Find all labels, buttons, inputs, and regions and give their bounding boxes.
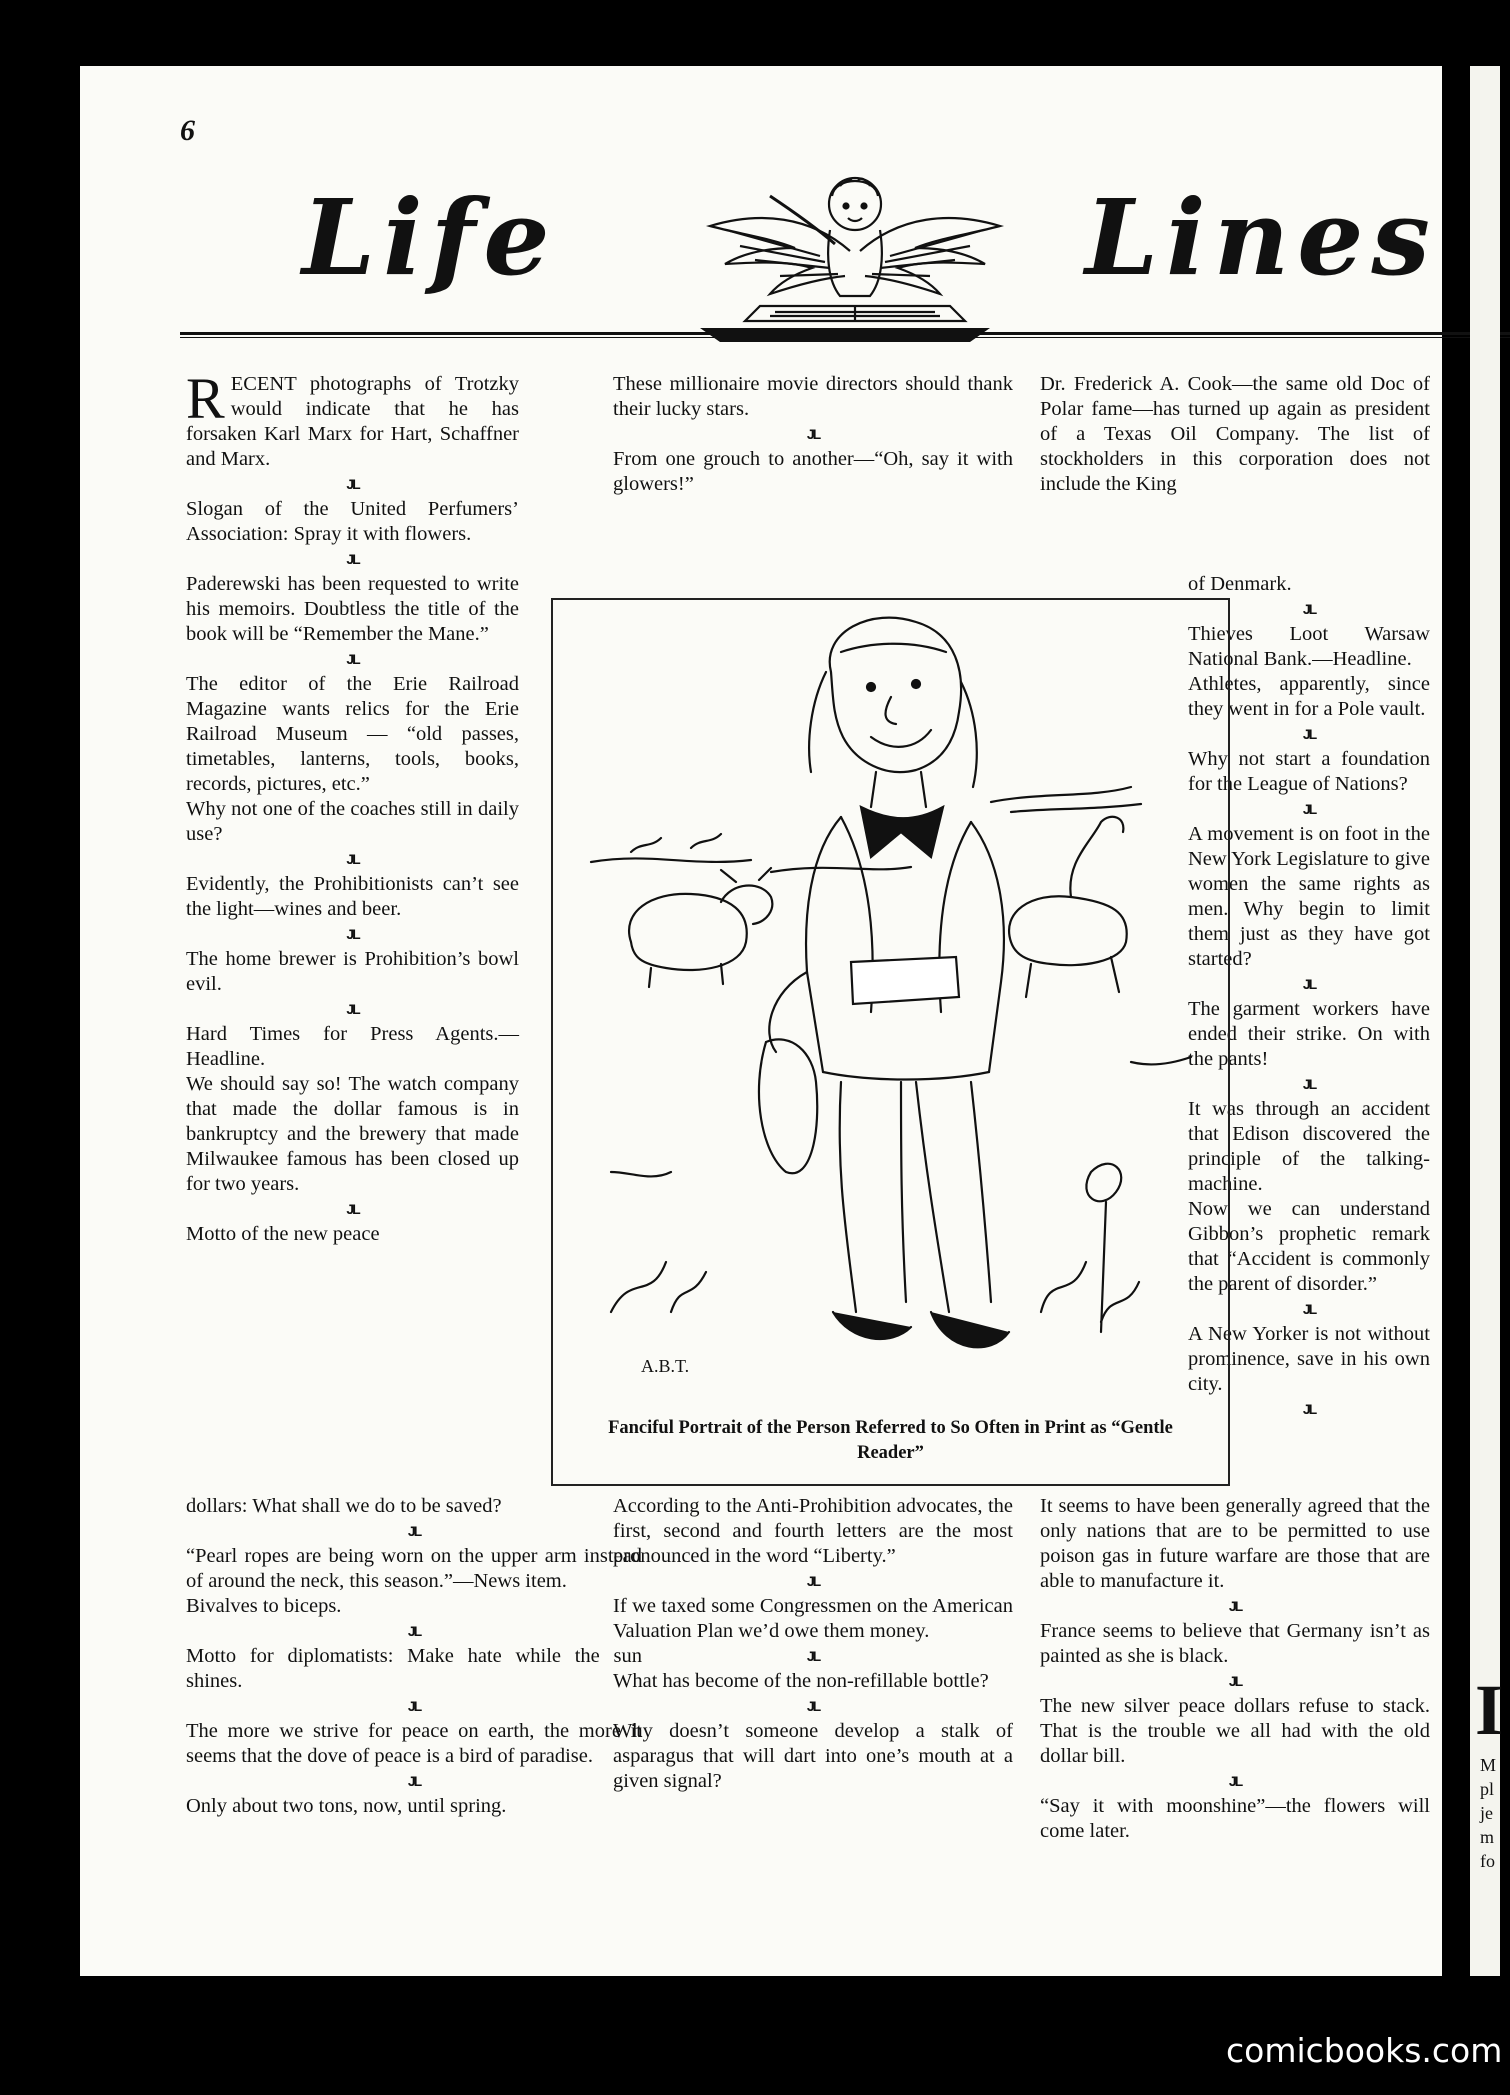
paragraph: Athletes, apparently, since they went in for a Pole vault. <box>1188 673 1430 720</box>
paragraph <box>186 366 519 472</box>
item-separator: JL <box>1302 1401 1316 1417</box>
paragraph: Motto for diplomatists: Make hate while the sun shines. <box>186 1645 642 1692</box>
paragraph: If we taxed some Congressmen on the American Valuation Plan we’d owe them money. <box>613 1595 1013 1642</box>
paragraph: These millionaire movie directors should thank their lucky stars. <box>613 373 1013 420</box>
adjacent-page-fragment: je <box>1480 1803 1493 1823</box>
paragraph: The garment workers have ended their strike. On with the pants! <box>1188 998 1430 1070</box>
adjacent-page-fragment: M <box>1480 1755 1497 1775</box>
paragraph: dollars: What shall we do to be saved? <box>186 1495 502 1517</box>
paragraph: What has become of the non-refillable bottle? <box>613 1670 989 1692</box>
item-separator: JL <box>1228 1598 1242 1614</box>
item-separator: JL <box>806 426 820 442</box>
paragraph: Only about two tons, now, until spring. <box>186 1795 507 1817</box>
artist-signature: A.B.T. <box>641 1356 690 1376</box>
paragraph: It was through an accident that Edison discovered the principle of the talking-machine. <box>1188 1098 1430 1195</box>
item-separator: JL <box>346 476 359 492</box>
paragraph: of Denmark. <box>1188 573 1292 595</box>
drop-cap: R <box>186 366 225 431</box>
column-3-top <box>1040 372 1430 497</box>
column-2-bottom <box>613 1494 1013 1794</box>
paragraph: We should say so! The watch company that made the dollar famous is in bankruptcy and the brewery that made Milwaukee famous has been closed up for two years. <box>186 1073 519 1195</box>
column-1-bottom <box>186 1494 642 1819</box>
paragraph: A movement is on foot in the New York Legislature to give women the same rights as men. Why begin to limit them just as they have got started? <box>1188 823 1430 970</box>
paragraph: Now we can understand Gibbon’s prophetic remark that “Accident is commonly the parent of disorder.” <box>1188 1198 1430 1295</box>
paragraph: It seems to have been generally agreed that the only nations that are to be permitted to use poison gas in future warfare are those that are able to manufacture it. <box>1040 1495 1430 1592</box>
magazine-page <box>80 66 1442 1976</box>
adjacent-page-fragment: pl <box>1480 1779 1495 1799</box>
item-separator: JL <box>1228 1773 1242 1789</box>
paragraph: The editor of the Erie Railroad Magazine wants relics for the Erie Railroad Museum — “old passes, timetables, lanterns, tools, books, records, pictures, etc.” <box>186 673 519 795</box>
paragraph: From one grouch to another—“Oh, say it with glowers!” <box>613 448 1013 495</box>
adjacent-page-fragment: fo <box>1480 1851 1495 1871</box>
paragraph: “Say it with moonshine”—the flowers will come later. <box>1040 1795 1430 1842</box>
paragraph: Slogan of the United Perfumers’ Association: Spray it with flowers. <box>186 498 519 545</box>
winged-cherub-emblem <box>700 156 1010 336</box>
paragraph: According to the Anti-Prohibition advocates, the first, second and fourth letters are the most pronounced in the word “Liberty.” <box>613 1495 1013 1567</box>
item-separator: JL <box>346 651 359 667</box>
item-separator: JL <box>407 1698 421 1714</box>
item-separator: JL <box>806 1648 820 1664</box>
paragraph: A New Yorker is not without prominence, save in his own city. <box>1188 1323 1430 1395</box>
item-separator: JL <box>1302 1301 1316 1317</box>
paragraph: The new silver peace dollars refuse to stack. That is the trouble we all had with the old dollar bill. <box>1040 1695 1430 1767</box>
item-separator: JL <box>346 1201 359 1217</box>
item-separator: JL <box>407 1623 421 1639</box>
paragraph: The home brewer is Prohibition’s bowl evil. <box>186 948 519 995</box>
paragraph: France seems to believe that Germany isn’t as painted as she is black. <box>1040 1620 1430 1667</box>
paragraph: Why not one of the coaches still in daily use? <box>186 798 519 845</box>
paragraph: Why not start a foundation for the League of Nations? <box>1188 748 1430 795</box>
paragraph-text: ECENT photographs of Trotzky would indicate that he has forsaken Karl Marx for Hart, Schaffner and Marx. <box>186 373 519 470</box>
column-1-top <box>186 366 519 1247</box>
item-separator: JL <box>346 851 359 867</box>
item-separator: JL <box>346 926 359 942</box>
item-separator: JL <box>1228 1673 1242 1689</box>
item-separator: JL <box>1302 976 1316 992</box>
header-rule <box>180 328 1510 342</box>
page-number: 6 <box>180 114 195 147</box>
adjacent-page-edge <box>1470 66 1504 1976</box>
item-separator: JL <box>346 551 359 567</box>
paragraph: Paderewski has been requested to write his memoirs. Doubtless the title of the book will be “Remember the Mane.” <box>186 573 519 645</box>
paragraph: Thieves Loot Warsaw National Bank.—Headline. <box>1188 623 1430 670</box>
source-watermark: comicbooks.com <box>1226 2031 1503 2070</box>
item-separator: JL <box>407 1773 421 1789</box>
item-separator: JL <box>1302 801 1316 817</box>
paragraph: Bivalves to biceps. <box>186 1595 342 1617</box>
illustration-box <box>551 598 1230 1486</box>
item-separator: JL <box>407 1523 421 1539</box>
item-separator: JL <box>806 1573 820 1589</box>
item-separator: JL <box>806 1698 820 1714</box>
title-life: Life <box>302 176 558 299</box>
column-3-bottom <box>1040 1494 1430 1844</box>
column-2-top <box>613 372 1013 497</box>
paragraph: “Pearl ropes are being worn on the upper arm instead of around the neck, this season.”—News item. <box>186 1545 642 1592</box>
illustration-caption: Fanciful Portrait of the Person Referred to So Often in Print as “Gentle Reader” <box>608 1418 1173 1463</box>
adjacent-page-initial: I <box>1475 1670 1504 1750</box>
paragraph: Hard Times for Press Agents.—Headline. <box>186 1023 519 1070</box>
item-separator: JL <box>346 1001 359 1017</box>
paragraph: The more we strive for peace on earth, the more it seems that the dove of peace is a bird of paradise. <box>186 1720 642 1767</box>
paragraph: Motto of the new peace <box>186 1223 380 1245</box>
adjacent-page-fragment: m <box>1480 1827 1495 1847</box>
paragraph: Evidently, the Prohibitionists can’t see the light—wines and beer. <box>186 873 519 920</box>
item-separator: JL <box>1302 601 1316 617</box>
item-separator: JL <box>1302 726 1316 742</box>
item-separator: JL <box>1302 1076 1316 1092</box>
paragraph: Why doesn’t someone develop a stalk of asparagus that will dart into one’s mouth at a given signal? <box>613 1720 1013 1792</box>
gentle-reader-drawing <box>571 612 1211 1382</box>
title-lines: Lines <box>1085 176 1438 299</box>
paragraph: Dr. Frederick A. Cook—the same old Doc of Polar fame—has turned up again as president of a Texas Oil Company. The list of stockholders in this corporation does not include the King <box>1040 373 1430 495</box>
